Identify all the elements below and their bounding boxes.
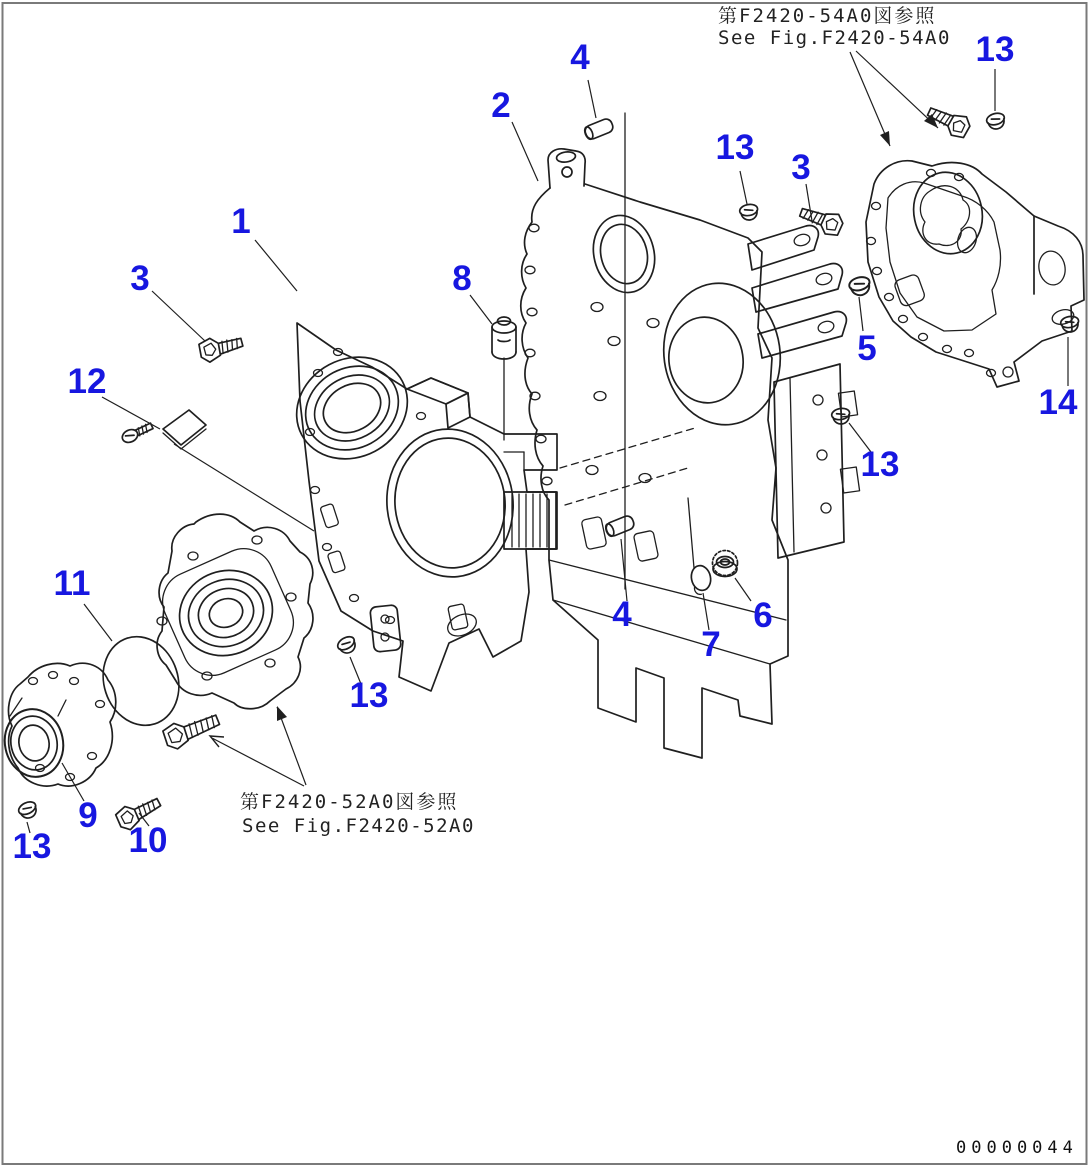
leader-13-top-center	[740, 171, 747, 204]
callout-3-top[interactable]: 3	[791, 148, 811, 187]
ref-top-en: See Fig.F2420-54A0	[718, 27, 951, 49]
callout-14[interactable]: 14	[1038, 383, 1078, 422]
doc-number: 00000044	[956, 1138, 1078, 1158]
arrowhead-ref-top-1	[880, 131, 890, 146]
leader-6	[735, 578, 751, 601]
leader-2	[512, 122, 538, 181]
part-12-plate-drawing	[163, 410, 206, 449]
bearing-retainer-drawing	[153, 514, 313, 709]
callout-9[interactable]: 9	[78, 796, 98, 835]
rear-housing-drawing	[866, 161, 1084, 387]
leader-4-top	[588, 80, 596, 118]
callout-4-top[interactable]: 4	[570, 38, 590, 77]
ref-top-jp: 第F2420-54A0図参照	[718, 5, 937, 27]
leader-lines	[27, 51, 1068, 833]
callout-1[interactable]: 1	[231, 202, 251, 241]
callout-3-left[interactable]: 3	[130, 259, 150, 298]
leader-11	[84, 604, 112, 641]
part-5-plug-drawing	[848, 275, 873, 298]
callout-10[interactable]: 10	[128, 821, 168, 860]
callout-13-top-right[interactable]: 13	[975, 30, 1015, 69]
part-13-plug-top-center-drawing	[739, 203, 759, 221]
part-13-plug-bottom-center-drawing	[335, 634, 358, 656]
leader-ref-top-2	[856, 51, 938, 128]
callout-13-top-center[interactable]: 13	[715, 128, 755, 167]
part-12-screw-drawing	[120, 420, 154, 444]
part-4-pin-top-drawing	[583, 117, 615, 141]
callout-8[interactable]: 8	[452, 259, 472, 298]
leader-12-mount	[174, 444, 314, 531]
part-6-nut-drawing	[713, 551, 738, 577]
part-3-bolt-top-drawing	[797, 202, 845, 238]
leader-ref-bottom-2	[212, 738, 304, 786]
callout-11[interactable]: 11	[53, 564, 91, 603]
callout-12[interactable]: 12	[67, 362, 107, 401]
leader-8	[470, 295, 492, 324]
callout-6[interactable]: 6	[753, 596, 773, 635]
page-border	[3, 3, 1087, 1164]
part-3-bolt-left-drawing	[197, 331, 244, 364]
leader-12	[102, 397, 160, 429]
callout-13-mid-right[interactable]: 13	[860, 445, 900, 484]
leader-1	[255, 240, 297, 291]
part-8-breather-drawing	[492, 317, 516, 359]
part-4-pin-bottom-drawing	[604, 514, 636, 538]
leader-3-left	[152, 291, 205, 341]
arrowhead-ref-bottom-2	[210, 736, 224, 747]
callout-13-bottom-left[interactable]: 13	[12, 827, 52, 866]
part-1-cover-drawing	[279, 323, 557, 691]
part-7-washer-drawing	[689, 564, 714, 596]
leader-ref-top-1	[850, 52, 890, 146]
arrowhead-ref-bottom-1	[277, 706, 287, 721]
leader-4-bottom	[621, 539, 627, 601]
leader-3-top	[806, 184, 812, 221]
part-13-plug-bottom-left-drawing	[17, 799, 40, 821]
callout-4-bottom[interactable]: 4	[612, 595, 632, 634]
callout-2[interactable]: 2	[491, 86, 511, 125]
leader-5	[859, 297, 863, 331]
part-9-cage-drawing	[0, 663, 116, 786]
part-13-plug-top-right-drawing	[985, 111, 1006, 131]
ref-bottom-en: See Fig.F2420-52A0	[242, 815, 475, 837]
ref-bottom-jp: 第F2420-52A0図参照	[240, 791, 459, 813]
callout-5[interactable]: 5	[857, 329, 877, 368]
callout-13-bottom-center[interactable]: 13	[349, 676, 389, 715]
callout-7[interactable]: 7	[701, 625, 721, 664]
